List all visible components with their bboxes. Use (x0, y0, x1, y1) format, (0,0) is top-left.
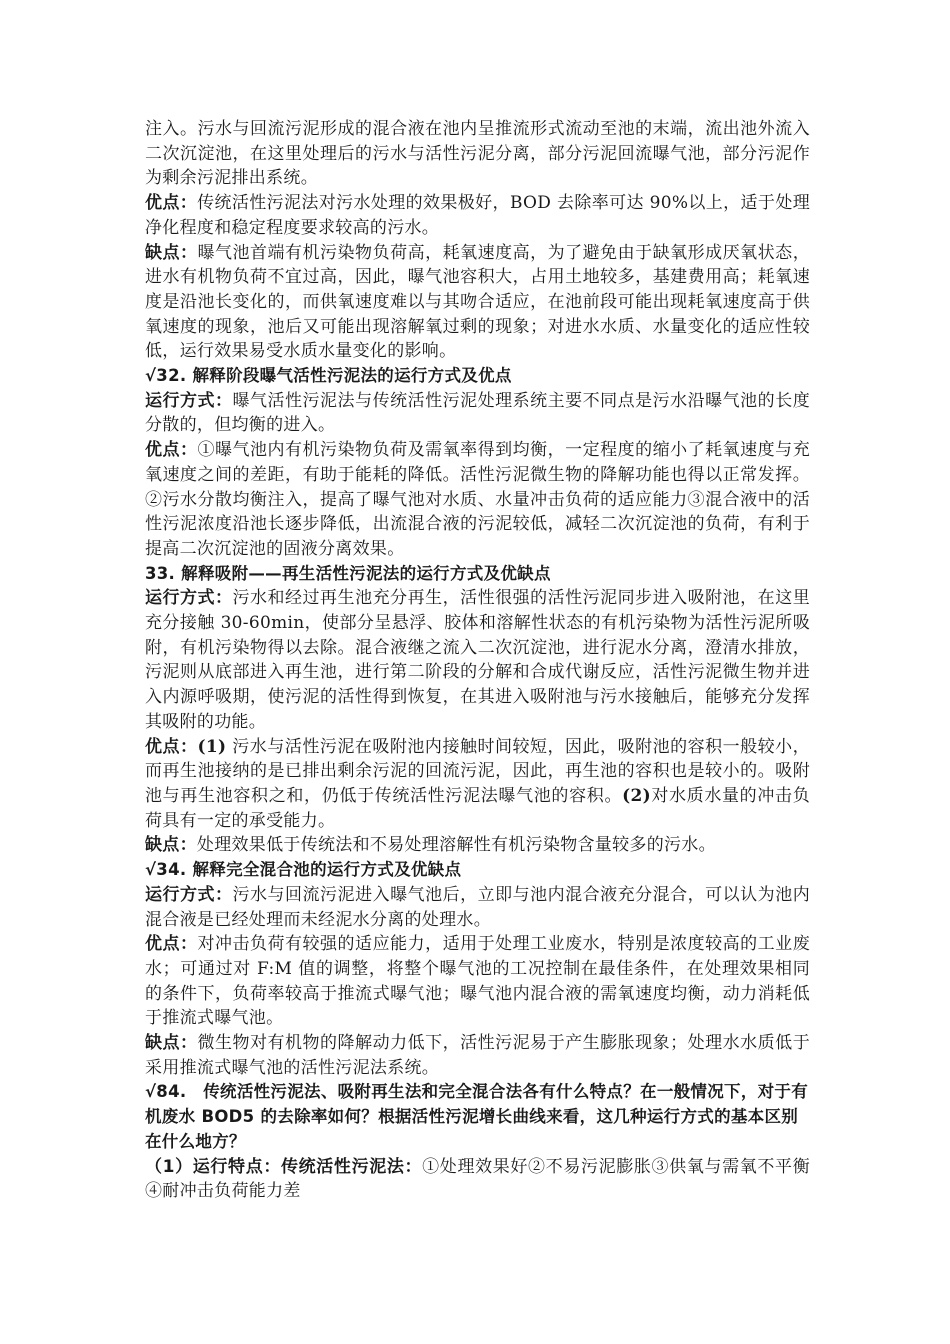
item-number-2: (2) (622, 785, 651, 806)
paragraph-advantages-33 (145, 735, 810, 834)
advantages-text-2: 对水质水量的冲击负荷具有一定的承受能力。 (145, 785, 810, 831)
operation-label: 运行方式： (145, 390, 233, 411)
paragraph-advantages-traditional (145, 191, 810, 240)
operation-text: 污水和经过再生池充分再生，活性很强的活性污泥同步进入吸附池，在这里充分接触 30-60min，使部分呈悬浮、胶体和溶解性状态的有机污染物为活性污泥所吸附，有机污染物得以去除。混合液继之流入二次沉淀池，进行泥水分离，澄清水排放，污泥则从底部进入再生池，进行第二阶段的分解和合成代谢反应，活性污泥微生物并进入内源呼吸期，使污泥的活性得到恢复，在其进入吸附池与污水接触后，能够充分发挥其吸附的功能。 (145, 588, 810, 732)
advantages-label: 优点： (145, 193, 198, 214)
answer-text: ①处理效果好②不易污泥膨胀③供氧与需氧不平衡④耐冲击负荷能力差 (145, 1156, 810, 1202)
operation-text: 曝气活性污泥法与传统活性污泥处理系统主要不同点是污水沿曝气池的长度分散的，但均衡的进入。 (145, 390, 810, 436)
advantages-text: 对冲击负荷有较强的适应能力，适用于处理工业废水，特别是浓度较高的工业废水；可通过对 F:M 值的调整，将整个曝气池的工况控制在最佳条件，在处理效果相同的条件下，负荷率较高于推流式曝气池；曝气池内混合液的需氧速度均衡，动力消耗低于推流式曝气池。 (145, 934, 810, 1029)
advantages-text: ①曝气池内有机污染物负荷及需氧率得到均衡，一定程度的缩小了耗氧速度与充氧速度之间的差距，有助于能耗的降低。活性污泥微生物的降解功能也得以正常发挥。②污水分散均衡注入，提高了曝气池对水质、水量冲击负荷的适应能力③混合液中的活性污泥浓度沿池长逐步降低，出流混合液的污泥较低，减轻二次沉淀池的负荷，有利于提高二次沉淀池的固液分离效果。 (145, 440, 810, 559)
paragraph-disadvantages-traditional (145, 241, 810, 365)
paragraph-disadvantages-34 (145, 1031, 810, 1080)
disadvantages-label: 缺点： (145, 242, 198, 263)
paragraph-process-description: 注入。污水与回流污泥形成的混合液在池内呈推流形式流动至池的末端，流出池外流入二次沉淀池，在这里处理后的污水与活性污泥分离，部分污泥回流曝气池，部分污泥作为剩余污泥排出系统。 (145, 119, 810, 189)
paragraph-answer-84 (145, 1155, 810, 1204)
heading-question-32: √32. 解释阶段曝气活性污泥法的运行方式及优点 (145, 366, 512, 386)
heading-question-84: √84. 传统活性污泥法、吸附再生法和完全混合法各有什么特点？在一般情况下，对于有机废水 BOD5 的去除率如何？根据活性污泥增长曲线来看，这几种运行方式的基本区别在什么地方？ (145, 1082, 809, 1151)
heading-question-33: 33. 解释吸附——再生活性污泥法的运行方式及优缺点 (145, 563, 551, 583)
operation-label: 运行方式： (145, 884, 233, 905)
item-number-1: (1) (197, 736, 227, 757)
operation-text: 污水与回流污泥进入曝气池后，立即与池内混合液充分混合，可以认为池内混合液是已经处理而未经泥水分离的处理水。 (145, 884, 810, 930)
advantages-label: 优点： (145, 736, 198, 757)
operation-label: 运行方式： (145, 588, 233, 609)
document-body (145, 117, 810, 1204)
disadvantages-text: 微生物对有机物的降解动力低下，活性污泥易于产生膨胀现象；处理水水质低于采用推流式曝气池的活性污泥法系统。 (145, 1033, 810, 1078)
paragraph-operation-33 (145, 586, 810, 734)
disadvantages-label: 缺点： (145, 1033, 198, 1054)
advantages-text-1: 污水与活性污泥在吸附池内接触时间较短，因此，吸附池的容积一般较小，而再生池接纳的是已排出剩余污泥的回流污泥，因此，再生池的容积也是较小的。吸附池与再生池容积之和，仍低于传统活性污泥法曝气池的容积。 (145, 736, 810, 806)
advantages-label: 优点： (145, 934, 198, 955)
paragraph-operation-32 (145, 389, 810, 438)
disadvantages-text: 处理效果低于传统法和不易处理溶解性有机污染物含量较多的污水。 (196, 835, 716, 856)
disadvantages-label: 缺点： (145, 835, 197, 856)
paragraph-advantages-32 (145, 438, 810, 562)
paragraph-operation-34 (145, 883, 810, 932)
answer-label: （1）运行特点：传统活性污泥法： (145, 1156, 423, 1177)
paragraph-disadvantages-33 (145, 833, 810, 858)
advantages-text: 传统活性污泥法对污水处理的效果极好，BOD 去除率可达 90%以上，适于处理净化程度和稳定程度要求较高的污水。 (145, 193, 810, 238)
heading-question-34: √34. 解释完全混合池的运行方式及优缺点 (145, 860, 462, 880)
paragraph-advantages-34 (145, 932, 810, 1031)
disadvantages-text: 曝气池首端有机污染物负荷高，耗氧速度高，为了避免由于缺氧形成厌氧状态，进水有机物负荷不宜过高，因此，曝气池容积大，占用土地较多，基建费用高；耗氧速度是沿池长变化的，而供氧速度难以与其吻合适应，在池前段可能出现耗氧速度高于供氧速度的现象，池后又可能出现溶解氧过剩的现象；对进水水质、水量变化的适应性较低，运行效果易受水质水量变化的影响。 (145, 242, 810, 362)
advantages-label: 优点： (145, 440, 198, 461)
